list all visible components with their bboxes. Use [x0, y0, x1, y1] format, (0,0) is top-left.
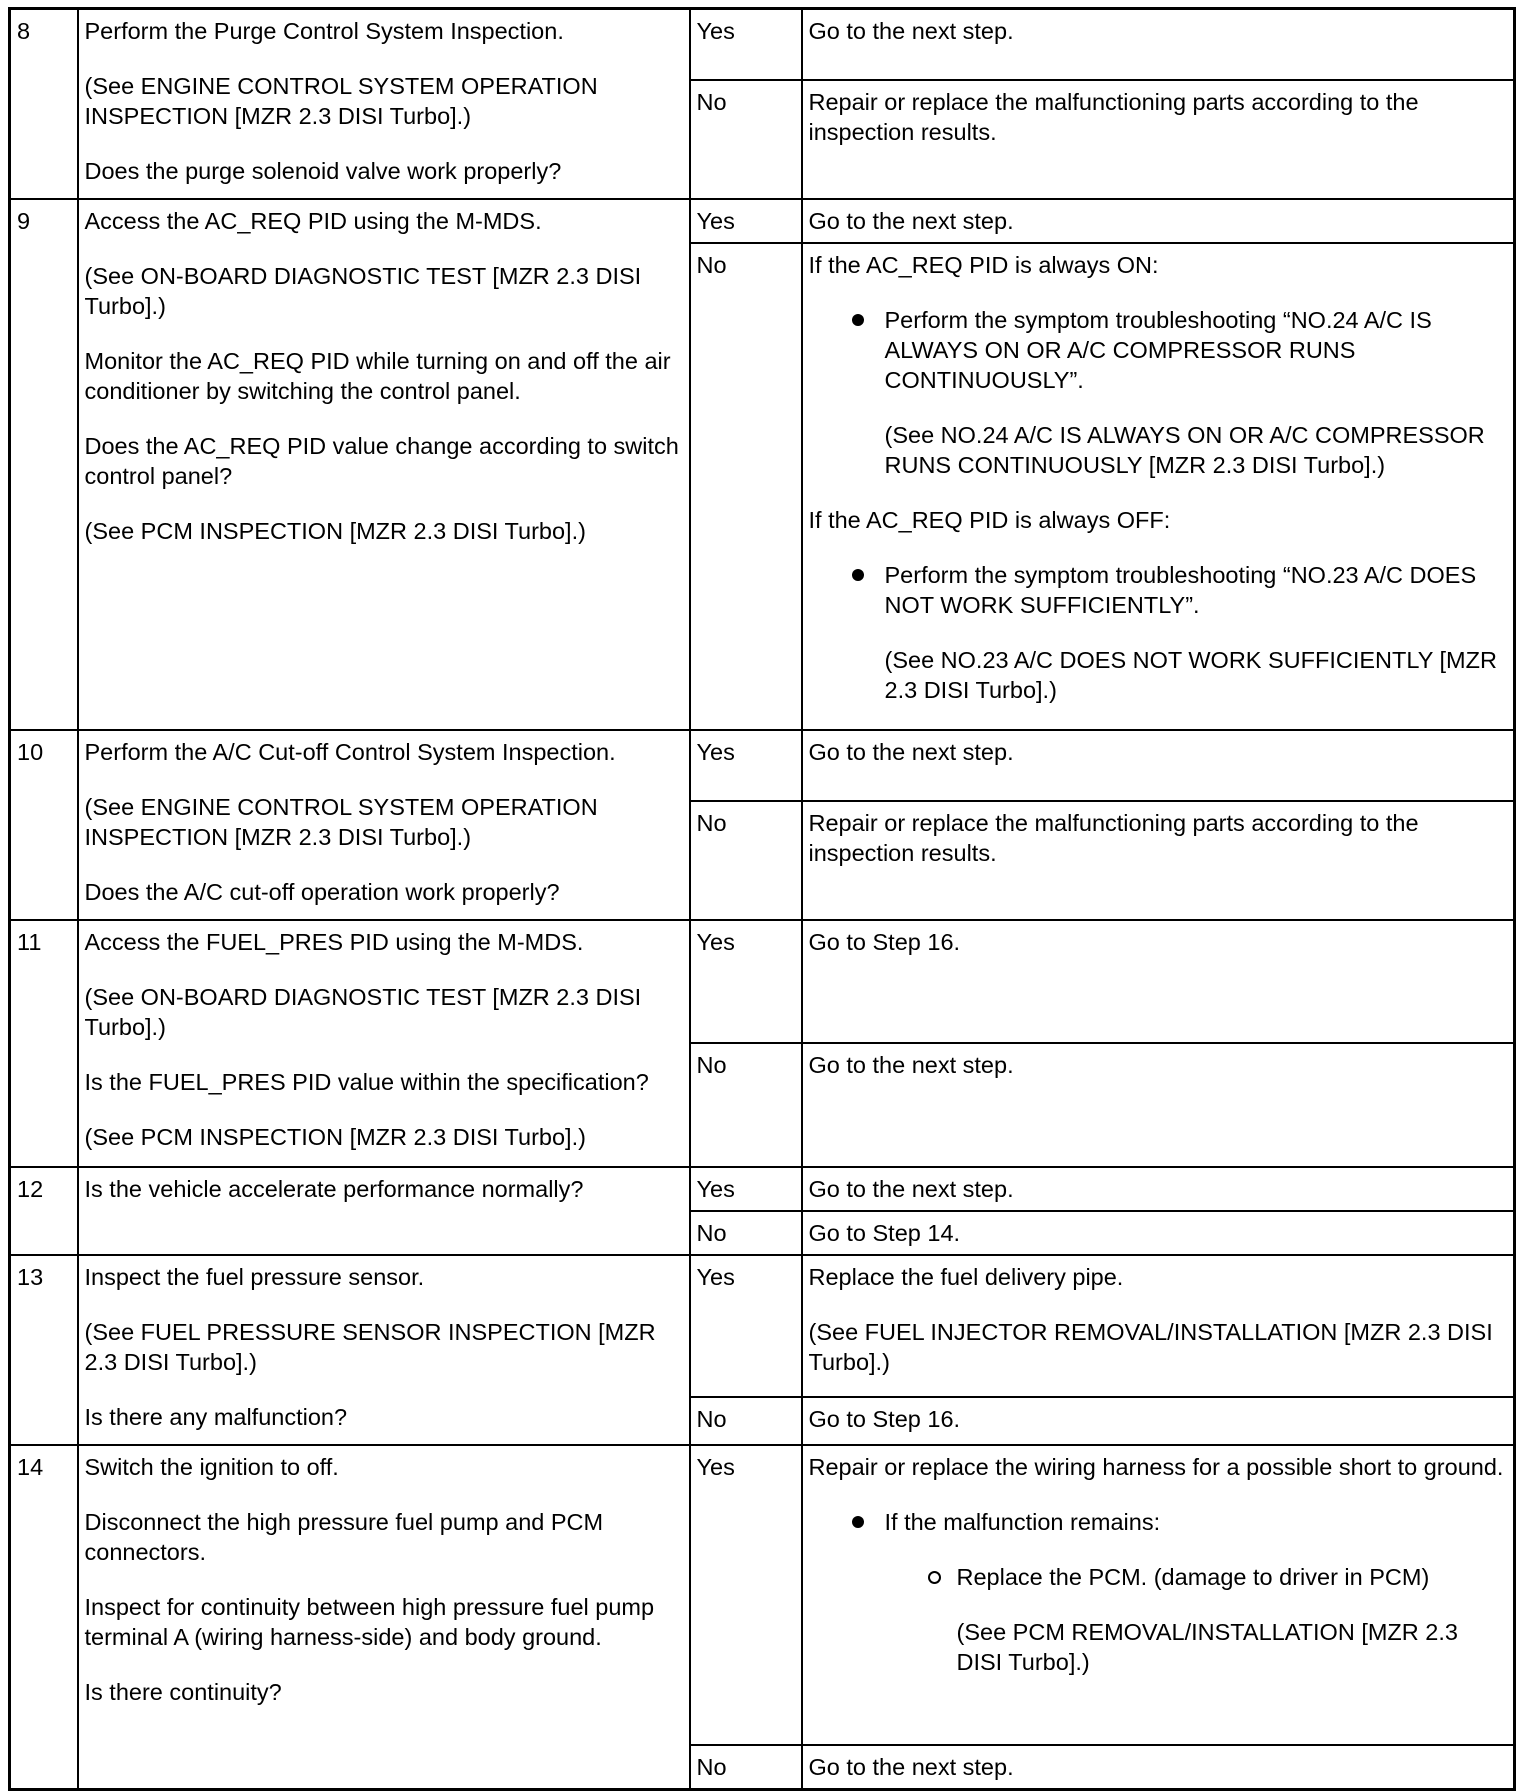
action-reference: (See PCM INSPECTION [MZR 2.3 DISI Turbo].): [84, 1123, 586, 1150]
bullet-item: [849, 560, 1508, 705]
yes-result: [802, 920, 1515, 1044]
yes-label: Yes: [690, 9, 802, 80]
yes-result: [802, 1255, 1515, 1398]
result-text: Go to the next step.: [808, 738, 1014, 765]
action-reference: (See ENGINE CONTROL SYSTEM OPERATION INSPECTION [MZR 2.3 DISI Turbo].): [84, 793, 598, 850]
yes-result: [802, 199, 1515, 243]
step-number: 14: [10, 1445, 78, 1790]
sub-bullet-list: [885, 1562, 1508, 1677]
bullet-list: [809, 560, 1508, 705]
yes-result: [802, 1167, 1515, 1211]
bullet-text: If the malfunction remains:: [884, 1508, 1161, 1535]
bullet-text: Perform the symptom troubleshooting “NO.24 A/C IS ALWAYS ON OR A/C COMPRESSOR RUNS CONTINUOUSLY”.: [884, 306, 1432, 393]
diagnostic-table: [8, 7, 1516, 1791]
no-label: No: [690, 243, 802, 730]
result-text: Go to Step 14.: [808, 1219, 961, 1246]
bullet-text: Perform the symptom troubleshooting “NO.23 A/C DOES NOT WORK SUFFICIENTLY”.: [884, 561, 1477, 618]
reference-text: (See PCM REMOVAL/INSTALLATION [MZR 2.3 DISI Turbo].): [956, 1618, 1458, 1675]
result-text: Go to Step 16.: [808, 928, 961, 955]
reference-text: (See NO.23 A/C DOES NOT WORK SUFFICIENTLY [MZR 2.3 DISI Turbo].): [884, 646, 1497, 703]
result-text: Go to the next step.: [808, 1052, 1014, 1079]
action-question: Is there any malfunction?: [84, 1403, 348, 1430]
table-row: [10, 1167, 1515, 1211]
action-question: Is there continuity?: [84, 1678, 282, 1705]
step-number: 9: [10, 199, 78, 730]
step-number: 12: [10, 1167, 78, 1255]
bullet-list: [809, 1507, 1508, 1677]
yes-label: Yes: [690, 1255, 802, 1398]
yes-result: [802, 9, 1515, 80]
action-cell: [78, 9, 690, 199]
no-result: [802, 801, 1515, 920]
action-cell: [78, 730, 690, 920]
action-cell: [78, 1167, 690, 1255]
condition-text: If the AC_REQ PID is always ON:: [808, 251, 1159, 278]
yes-label: Yes: [690, 920, 802, 1044]
no-result: [802, 1397, 1515, 1444]
step-number: 13: [10, 1255, 78, 1445]
no-label: No: [690, 801, 802, 920]
action-reference: (See ENGINE CONTROL SYSTEM OPERATION INSPECTION [MZR 2.3 DISI Turbo].): [84, 73, 598, 129]
action-question: Is the FUEL_PRES PID value within the specification?: [84, 1068, 649, 1095]
yes-result: [802, 1445, 1515, 1745]
no-result: [802, 243, 1515, 730]
no-label: No: [690, 1211, 802, 1255]
action-question: Is the vehicle accelerate performance normally?: [84, 1176, 584, 1203]
no-result: [802, 80, 1515, 199]
step-number: 8: [10, 9, 78, 199]
result-text: Replace the fuel delivery pipe.: [808, 1263, 1124, 1290]
result-text: Go to the next step.: [808, 1754, 1014, 1781]
no-label: No: [690, 80, 802, 199]
action-text: Perform the A/C Cut-off Control System Inspection.: [84, 738, 616, 765]
yes-label: Yes: [690, 730, 802, 801]
result-text: Repair or replace the wiring harness for a possible short to ground.: [808, 1453, 1504, 1480]
yes-label: Yes: [690, 1167, 802, 1211]
action-question: Does the AC_REQ PID value change according to switch control panel?: [84, 432, 679, 489]
yes-result: [802, 730, 1515, 801]
sub-bullet-text: Replace the PCM. (damage to driver in PCM): [956, 1563, 1430, 1590]
result-text: Go to the next step.: [808, 18, 1014, 44]
action-text: Switch the ignition to off.: [84, 1453, 339, 1480]
action-text: Monitor the AC_REQ PID while turning on and off the air conditioner by switching the control panel.: [84, 347, 671, 404]
no-label: No: [690, 1397, 802, 1444]
bullet-list: [809, 305, 1508, 480]
action-reference: (See ON-BOARD DIAGNOSTIC TEST [MZR 2.3 DISI Turbo].): [84, 983, 642, 1040]
table-row: [10, 9, 1515, 80]
bullet-item: [849, 305, 1508, 480]
action-cell: [78, 1445, 690, 1790]
action-text: Access the AC_REQ PID using the M-MDS.: [84, 207, 542, 234]
action-text: Disconnect the high pressure fuel pump and PCM connectors.: [84, 1508, 604, 1565]
yes-label: Yes: [690, 199, 802, 243]
step-number: 10: [10, 730, 78, 920]
no-result: [802, 1211, 1515, 1255]
no-label: No: [690, 1043, 802, 1167]
bullet-item: [849, 1507, 1508, 1677]
action-reference: (See FUEL PRESSURE SENSOR INSPECTION [MZR 2.3 DISI Turbo].): [84, 1318, 656, 1375]
action-text: Perform the Purge Control System Inspection.: [84, 18, 564, 44]
no-label: No: [690, 1745, 802, 1789]
action-text: Access the FUEL_PRES PID using the M-MDS.: [84, 928, 584, 955]
action-text: Inspect the fuel pressure sensor.: [84, 1263, 425, 1290]
table-row: [10, 730, 1515, 801]
no-result: [802, 1043, 1515, 1167]
action-cell: [78, 199, 690, 730]
action-text: Inspect for continuity between high pressure fuel pump terminal A (wiring harness-side) and body ground.: [84, 1593, 655, 1650]
action-cell: [78, 1255, 690, 1445]
table-row: [10, 199, 1515, 243]
result-text: Go to Step 16.: [808, 1406, 961, 1433]
result-text: Go to the next step.: [808, 1176, 1014, 1203]
action-question: Does the purge solenoid valve work properly?: [84, 158, 562, 184]
sub-bullet-item: [925, 1562, 1508, 1677]
condition-text: If the AC_REQ PID is always OFF:: [808, 506, 1171, 533]
action-reference: (See ON-BOARD DIAGNOSTIC TEST [MZR 2.3 DISI Turbo].): [84, 262, 642, 319]
step-number: 11: [10, 920, 78, 1167]
no-result: [802, 1745, 1515, 1789]
action-reference: (See PCM INSPECTION [MZR 2.3 DISI Turbo].): [84, 517, 586, 544]
reference-text: (See NO.24 A/C IS ALWAYS ON OR A/C COMPRESSOR RUNS CONTINUOUSLY [MZR 2.3 DISI Turbo].): [884, 421, 1485, 478]
action-cell: [78, 920, 690, 1167]
action-question: Does the A/C cut-off operation work properly?: [84, 878, 560, 905]
table-row: [10, 1255, 1515, 1398]
result-text: Repair or replace the malfunctioning parts according to the inspection results.: [808, 809, 1419, 866]
table-row: [10, 1445, 1515, 1745]
result-text: Repair or replace the malfunctioning parts according to the inspection results.: [808, 88, 1419, 145]
yes-label: Yes: [690, 1445, 802, 1745]
result-text: Go to the next step.: [808, 207, 1014, 234]
table-row: [10, 920, 1515, 1044]
reference-text: (See FUEL INJECTOR REMOVAL/INSTALLATION [MZR 2.3 DISI Turbo].): [808, 1318, 1493, 1375]
